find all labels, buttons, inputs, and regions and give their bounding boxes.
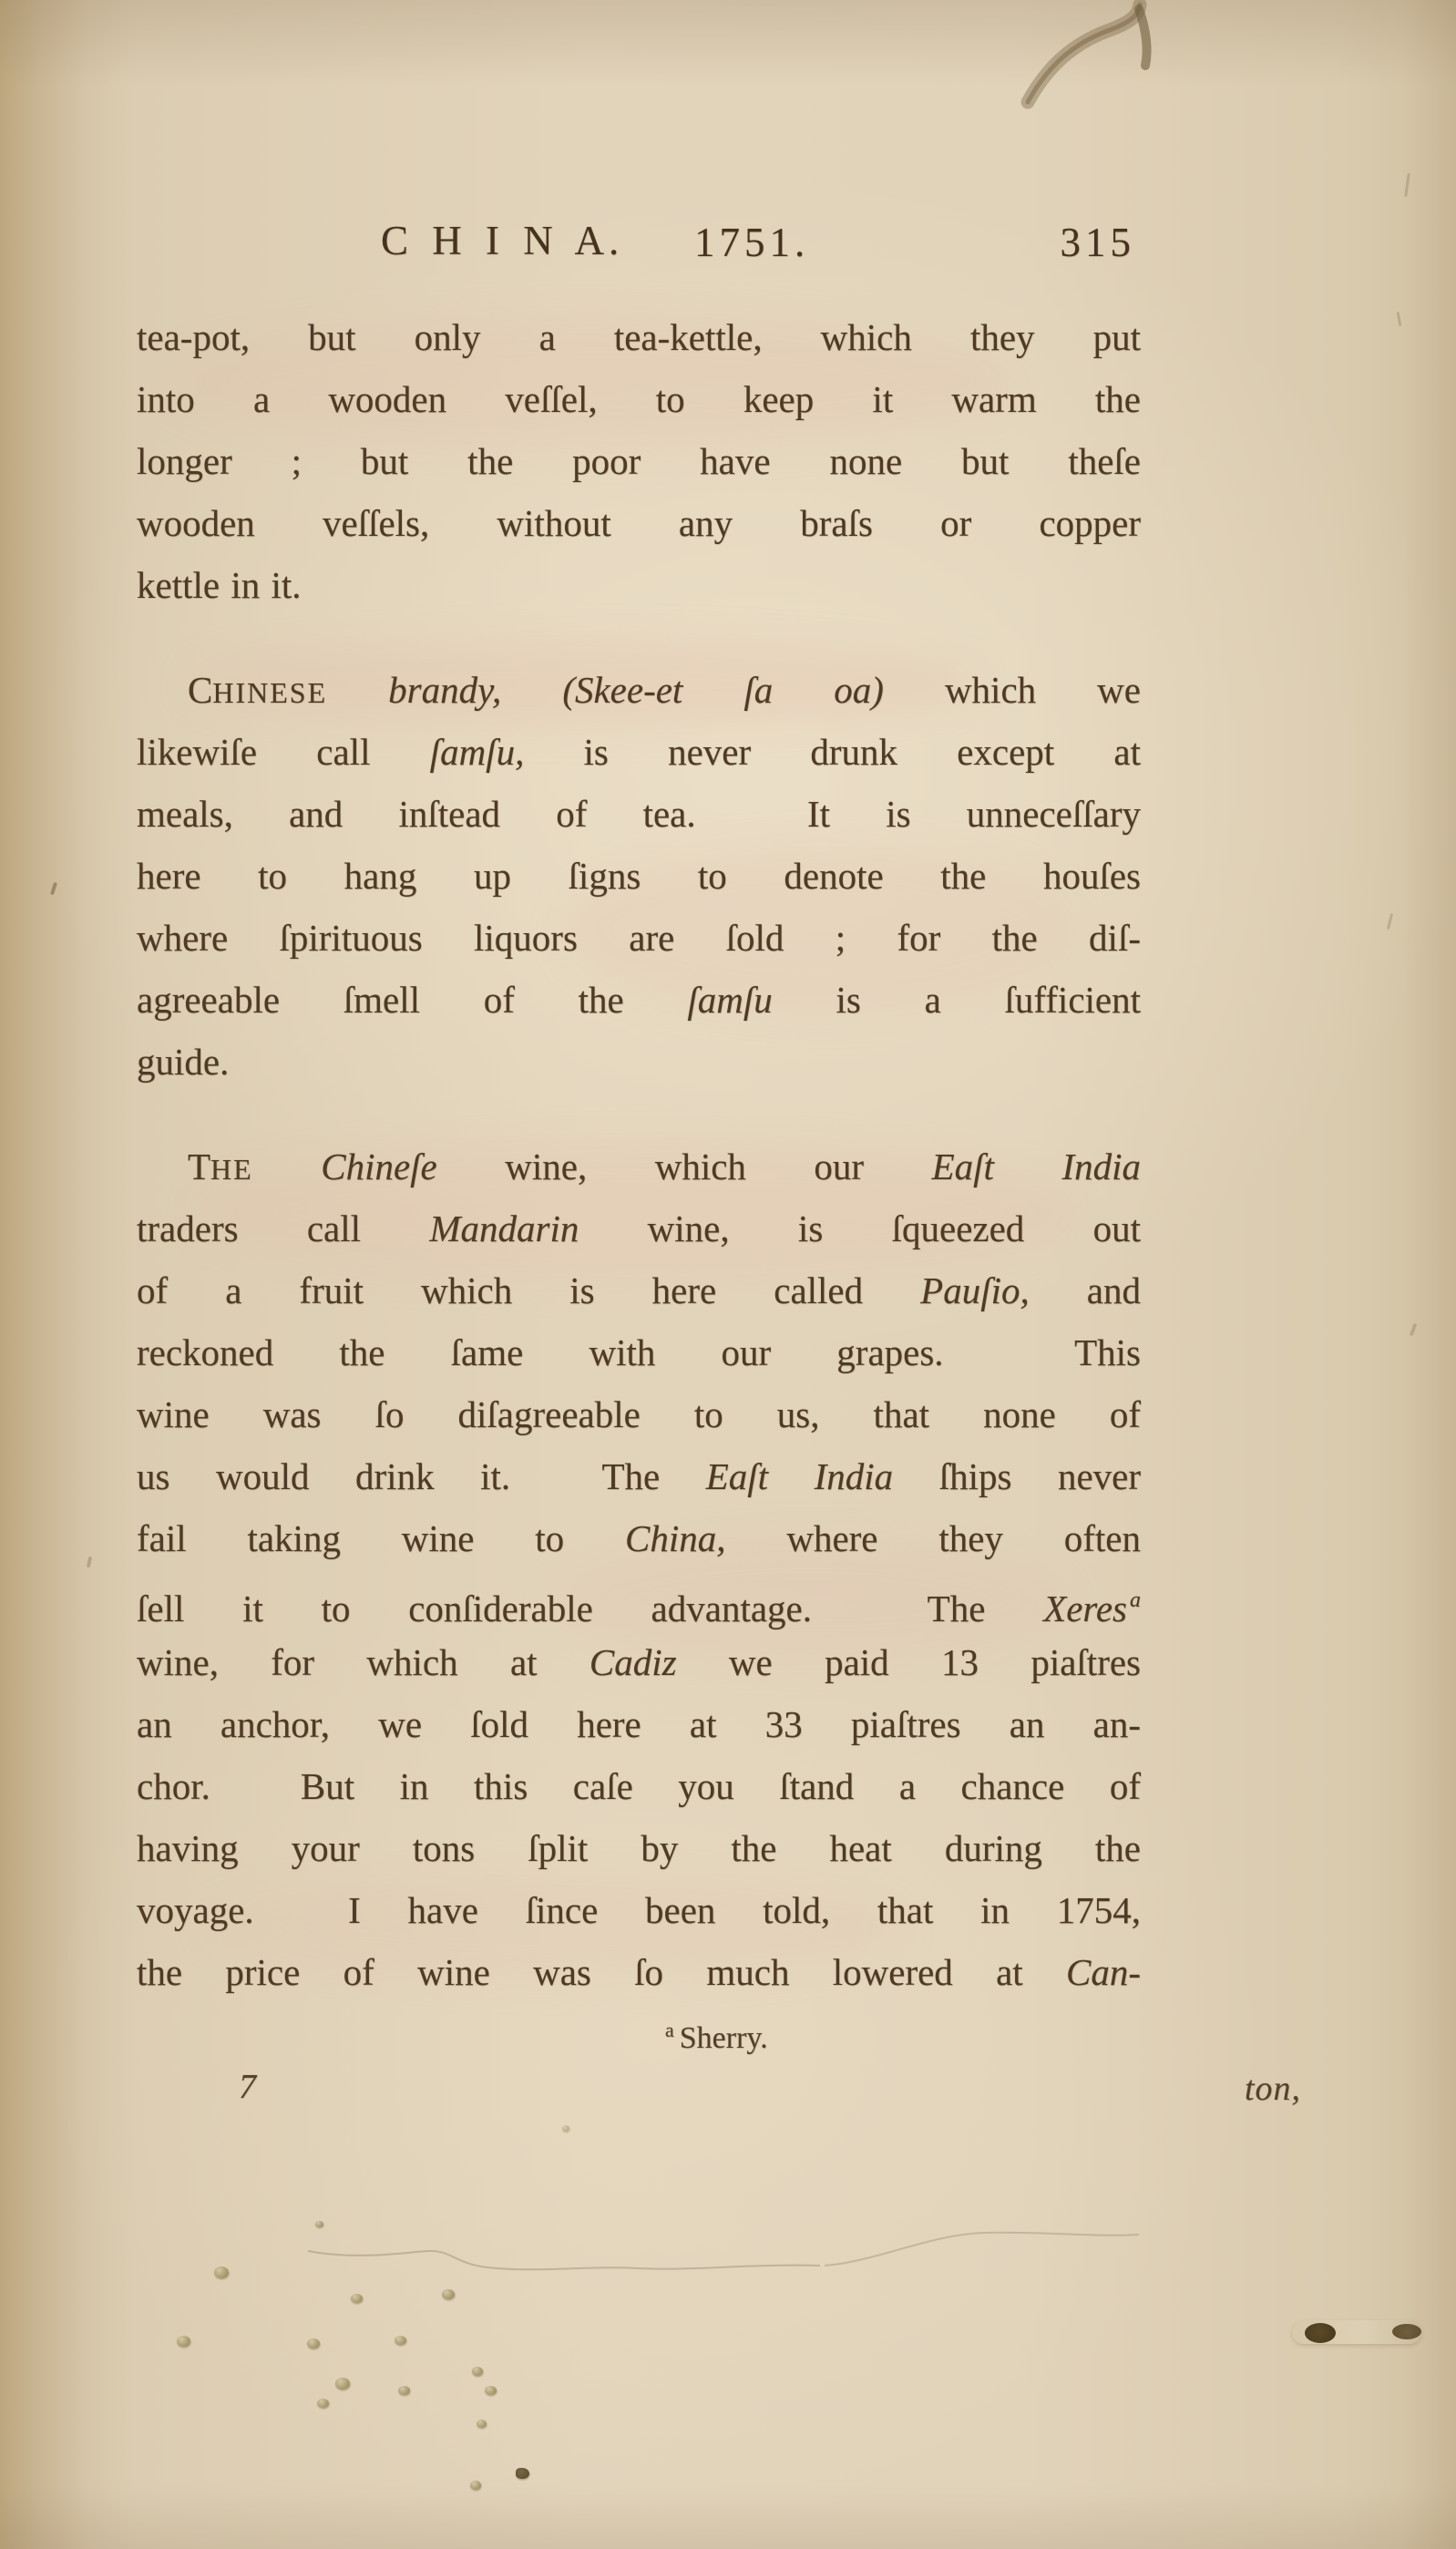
- text-segment: voyage. I have ſince been told, that in 1754,: [137, 1889, 1141, 1931]
- text-segment: T: [188, 1146, 211, 1187]
- text-segment: [253, 1146, 322, 1187]
- ink-speck: [307, 2338, 320, 2349]
- ink-speck: [351, 2294, 363, 2303]
- text-line: [137, 1817, 1141, 1879]
- text-segment: the price of wine was ſo much lowered at: [137, 1951, 1066, 1993]
- paragraph: [137, 306, 1141, 616]
- text-segment: of a fruit which is here called: [137, 1269, 921, 1311]
- text-segment: wine was ſo diſagreeable to us, that none of: [137, 1393, 1141, 1435]
- paper-crack-line: [825, 2233, 1139, 2266]
- text-segment: an anchor, we ſold here at 33 piaſtres an an-: [137, 1703, 1141, 1745]
- text-segment: us would drink it. The: [137, 1455, 706, 1497]
- text-paragraphs: [137, 306, 1141, 2003]
- text-line: [137, 368, 1141, 430]
- ink-speck: [562, 2125, 569, 2132]
- text-segment: Chineſe: [321, 1146, 437, 1187]
- paragraph: [137, 659, 1141, 1093]
- running-title: C H I N A.: [381, 218, 624, 263]
- text-segment: wooden veſſels, without any braſs or copper: [137, 502, 1141, 544]
- text-segment: China,: [625, 1517, 726, 1559]
- text-segment: Eaſt India: [931, 1146, 1141, 1187]
- text-segment: ſell it to conſiderable advantage. The: [137, 1588, 1044, 1629]
- text-line: [137, 1321, 1141, 1383]
- text-segment: C: [188, 669, 213, 711]
- text-segment: we paid 13 piaſtres: [676, 1641, 1142, 1683]
- text-line: [137, 845, 1141, 907]
- text-segment: ſamſu: [687, 979, 773, 1021]
- text-segment: Eaſt India: [705, 1455, 894, 1497]
- text-line: [137, 306, 1141, 368]
- text-line: [137, 430, 1141, 492]
- margin-mark: [1397, 312, 1402, 326]
- ink-speck: [398, 2386, 410, 2395]
- text-segment: traders call: [137, 1208, 430, 1249]
- text-segment: ſhips never: [893, 1455, 1141, 1497]
- text-segment: Can-: [1066, 1951, 1141, 1993]
- ink-speck: [395, 2336, 406, 2345]
- page-header: [137, 217, 1141, 275]
- text-line: [137, 492, 1141, 554]
- page-number: 315: [1060, 220, 1135, 265]
- text-line: [137, 1383, 1141, 1445]
- text-segment: Cadiz: [589, 1641, 677, 1683]
- text-segment: is never drunk except at: [524, 731, 1141, 773]
- text-line: [137, 907, 1141, 969]
- paper-crack-line: [308, 2251, 820, 2269]
- text-segment: reckoned the ſame with our grapes. This: [137, 1331, 1141, 1373]
- footnote-text: Sherry.: [679, 2021, 768, 2055]
- text-segment: chor. But in this caſe you ſtand a chance of: [137, 1765, 1141, 1807]
- paragraph: [137, 1136, 1141, 2003]
- text-line: [137, 1445, 1141, 1507]
- text-segment: and: [1029, 1269, 1141, 1311]
- text-segment: longer ; but the poor have none but theſe: [137, 440, 1141, 482]
- text-segment: having your tons ſplit by the heat during the: [137, 1827, 1141, 1869]
- text-line: [137, 1755, 1141, 1817]
- ink-speck: [485, 2386, 497, 2395]
- text-segment: wine, for which at: [137, 1641, 590, 1683]
- text-line: [137, 1259, 1141, 1321]
- text-segment: meals, and inſtead of tea. It is unneceſſary: [137, 793, 1141, 835]
- text-line: [137, 1693, 1141, 1755]
- margin-mark: [1410, 1323, 1418, 1337]
- text-segment: where ſpirituous liquors are ſold ; for the diſ-: [137, 917, 1141, 959]
- text-line: [137, 1507, 1141, 1569]
- text-line: [137, 554, 1141, 616]
- text-segment: fail taking wine to: [137, 1517, 626, 1559]
- text-segment: which we: [883, 669, 1141, 711]
- catchword: ton,: [1245, 2070, 1302, 2108]
- text-segment: HE: [210, 1153, 253, 1186]
- ink-speck: [442, 2289, 455, 2299]
- ink-speck: [214, 2266, 229, 2278]
- smudge-dark-end: [1392, 2324, 1421, 2339]
- text-segment: wine, is ſqueezed out: [579, 1208, 1141, 1249]
- text-segment: where they often: [725, 1517, 1141, 1559]
- pen-squiggle-descender: [1139, 9, 1147, 66]
- smudge-dark-end: [1305, 2323, 1336, 2343]
- text-segment: a: [1130, 1588, 1141, 1612]
- text-segment: is a ſufficient: [772, 979, 1141, 1021]
- text-line: [137, 721, 1141, 783]
- text-line: [137, 1631, 1141, 1693]
- text-line: [137, 1031, 1141, 1093]
- text-line: [137, 1136, 1141, 1197]
- ink-speck: [472, 2367, 483, 2376]
- footnote: [665, 2009, 1141, 2055]
- footnote-marker: a: [665, 2019, 674, 2041]
- text-segment: guide.: [137, 1041, 230, 1083]
- ink-speck: [177, 2336, 190, 2347]
- ink-speck: [317, 2399, 329, 2408]
- ink-speck: [477, 2420, 487, 2428]
- text-segment: Xeres: [1043, 1588, 1127, 1629]
- text-line: [137, 659, 1141, 721]
- dark-ink-blob: [516, 2468, 529, 2479]
- text-segment: Pauſio,: [920, 1269, 1030, 1311]
- text-segment: [327, 669, 388, 711]
- text-line: [137, 1569, 1141, 1631]
- text-segment: wine, which our: [436, 1146, 932, 1187]
- pen-squiggle-core: [1028, 5, 1140, 102]
- running-year: 1751.: [694, 220, 810, 265]
- text-line: [137, 1941, 1141, 2003]
- margin-mark: [1387, 913, 1393, 930]
- text-segment: likewiſe call: [137, 731, 430, 773]
- ink-speck: [470, 2481, 481, 2490]
- text-column: [137, 217, 1302, 2134]
- ink-speck: [335, 2378, 350, 2390]
- text-segment: ſamſu,: [429, 731, 525, 773]
- text-segment: tea-pot, but only a tea-kettle, which they put: [137, 316, 1141, 358]
- text-line: [137, 1879, 1141, 1941]
- text-line: [137, 1197, 1141, 1259]
- text-line: [137, 969, 1141, 1031]
- text-segment: agreeable ſmell of the: [137, 979, 688, 1021]
- text-segment: HINESE: [212, 676, 328, 709]
- text-segment: kettle in it.: [137, 564, 302, 606]
- ink-speck: [315, 2221, 323, 2227]
- margin-mark: [50, 882, 57, 896]
- margin-mark: [87, 1557, 92, 1568]
- text-segment: brandy, (Skee-et ſa oa): [388, 669, 884, 711]
- pen-squiggle: [1028, 5, 1140, 102]
- text-segment: here to hang up ſigns to denote the houſes: [137, 855, 1141, 897]
- text-segment: into a wooden veſſel, to keep it warm the: [137, 378, 1141, 420]
- margin-mark: [1404, 173, 1410, 197]
- signature-row: [137, 2061, 1302, 2134]
- text-segment: Mandarin: [429, 1208, 579, 1249]
- signature-mark: 7: [239, 2068, 256, 2106]
- text-line: [137, 783, 1141, 845]
